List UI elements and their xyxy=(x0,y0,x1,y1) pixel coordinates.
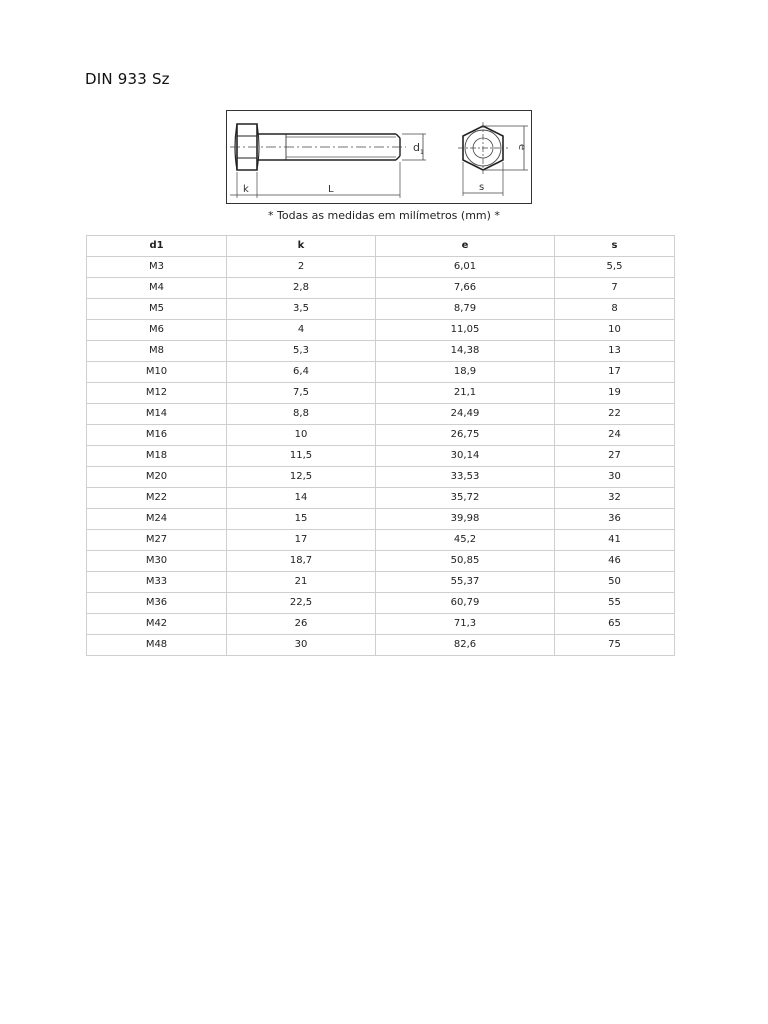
cell-e: 7,66 xyxy=(376,278,555,299)
table-row xyxy=(87,257,675,278)
k-label: k xyxy=(243,184,249,195)
cell-d1: M22 xyxy=(87,488,227,509)
cell-d1: M30 xyxy=(87,551,227,572)
cell-k: 2 xyxy=(227,257,376,278)
table-header-row xyxy=(87,236,675,257)
table-row xyxy=(87,404,675,425)
cell-e: 14,38 xyxy=(376,341,555,362)
table-row xyxy=(87,593,675,614)
cell-k: 2,8 xyxy=(227,278,376,299)
cell-s: 46 xyxy=(555,551,675,572)
cell-d1: M24 xyxy=(87,509,227,530)
cell-s: 41 xyxy=(555,530,675,551)
e-dimension xyxy=(483,126,528,170)
cell-s: 19 xyxy=(555,383,675,404)
measurement-note: * Todas as medidas em milímetros (mm) * xyxy=(268,209,500,222)
L-label: L xyxy=(328,184,334,195)
table-row xyxy=(87,362,675,383)
table-row xyxy=(87,383,675,404)
cell-e: 26,75 xyxy=(376,425,555,446)
cell-d1: M3 xyxy=(87,257,227,278)
cell-k: 3,5 xyxy=(227,299,376,320)
cell-s: 27 xyxy=(555,446,675,467)
table-row xyxy=(87,446,675,467)
cell-k: 18,7 xyxy=(227,551,376,572)
cell-d1: M36 xyxy=(87,593,227,614)
table-row xyxy=(87,425,675,446)
cell-e: 82,6 xyxy=(376,635,555,656)
cell-e: 18,9 xyxy=(376,362,555,383)
e-label: e xyxy=(516,144,527,151)
cell-s: 13 xyxy=(555,341,675,362)
cell-d1: M48 xyxy=(87,635,227,656)
table-row xyxy=(87,320,675,341)
hex-head-end-view xyxy=(458,122,508,174)
bolt-technical-drawing xyxy=(226,110,532,204)
cell-k: 7,5 xyxy=(227,383,376,404)
cell-d1: M42 xyxy=(87,614,227,635)
table-row xyxy=(87,530,675,551)
cell-k: 22,5 xyxy=(227,593,376,614)
cell-k: 17 xyxy=(227,530,376,551)
cell-k: 8,8 xyxy=(227,404,376,425)
cell-e: 45,2 xyxy=(376,530,555,551)
cell-s: 75 xyxy=(555,635,675,656)
table-row xyxy=(87,509,675,530)
cell-e: 6,01 xyxy=(376,257,555,278)
header-s: s xyxy=(555,236,675,257)
cell-s: 32 xyxy=(555,488,675,509)
d1-label: d xyxy=(413,141,420,154)
cell-e: 11,05 xyxy=(376,320,555,341)
cell-s: 24 xyxy=(555,425,675,446)
cell-e: 39,98 xyxy=(376,509,555,530)
table-row xyxy=(87,614,675,635)
cell-s: 8 xyxy=(555,299,675,320)
cell-k: 5,3 xyxy=(227,341,376,362)
cell-s: 50 xyxy=(555,572,675,593)
cell-k: 26 xyxy=(227,614,376,635)
s-label: s xyxy=(479,182,485,193)
cell-d1: M5 xyxy=(87,299,227,320)
cell-k: 30 xyxy=(227,635,376,656)
cell-d1: M27 xyxy=(87,530,227,551)
cell-d1: M12 xyxy=(87,383,227,404)
table-row xyxy=(87,341,675,362)
cell-s: 55 xyxy=(555,593,675,614)
table-row xyxy=(87,299,675,320)
cell-s: 30 xyxy=(555,467,675,488)
dimensions-table xyxy=(86,235,675,656)
cell-d1: M10 xyxy=(87,362,227,383)
d1-subscript: 1 xyxy=(420,149,424,156)
cell-e: 30,14 xyxy=(376,446,555,467)
page-title: DIN 933 Sz xyxy=(85,70,170,88)
cell-d1: M6 xyxy=(87,320,227,341)
length-dimensions xyxy=(230,162,400,198)
cell-d1: M20 xyxy=(87,467,227,488)
cell-s: 65 xyxy=(555,614,675,635)
cell-d1: M4 xyxy=(87,278,227,299)
cell-e: 60,79 xyxy=(376,593,555,614)
cell-k: 11,5 xyxy=(227,446,376,467)
cell-k: 14 xyxy=(227,488,376,509)
table-row xyxy=(87,278,675,299)
cell-e: 55,37 xyxy=(376,572,555,593)
cell-s: 7 xyxy=(555,278,675,299)
cell-s: 36 xyxy=(555,509,675,530)
header-e: e xyxy=(376,236,555,257)
table-row xyxy=(87,467,675,488)
cell-e: 33,53 xyxy=(376,467,555,488)
cell-k: 12,5 xyxy=(227,467,376,488)
header-d1: d1 xyxy=(87,236,227,257)
cell-e: 71,3 xyxy=(376,614,555,635)
table-body xyxy=(87,257,675,656)
cell-k: 21 xyxy=(227,572,376,593)
cell-s: 10 xyxy=(555,320,675,341)
cell-e: 8,79 xyxy=(376,299,555,320)
cell-d1: M14 xyxy=(87,404,227,425)
table-row xyxy=(87,488,675,509)
table-row xyxy=(87,635,675,656)
cell-d1: M33 xyxy=(87,572,227,593)
cell-e: 21,1 xyxy=(376,383,555,404)
cell-s: 22 xyxy=(555,404,675,425)
table-row xyxy=(87,551,675,572)
cell-d1: M18 xyxy=(87,446,227,467)
header-k: k xyxy=(227,236,376,257)
cell-k: 6,4 xyxy=(227,362,376,383)
cell-s: 17 xyxy=(555,362,675,383)
cell-e: 35,72 xyxy=(376,488,555,509)
cell-k: 10 xyxy=(227,425,376,446)
cell-d1: M8 xyxy=(87,341,227,362)
cell-e: 50,85 xyxy=(376,551,555,572)
cell-s: 5,5 xyxy=(555,257,675,278)
cell-e: 24,49 xyxy=(376,404,555,425)
cell-k: 15 xyxy=(227,509,376,530)
cell-k: 4 xyxy=(227,320,376,341)
table-row xyxy=(87,572,675,593)
cell-d1: M16 xyxy=(87,425,227,446)
